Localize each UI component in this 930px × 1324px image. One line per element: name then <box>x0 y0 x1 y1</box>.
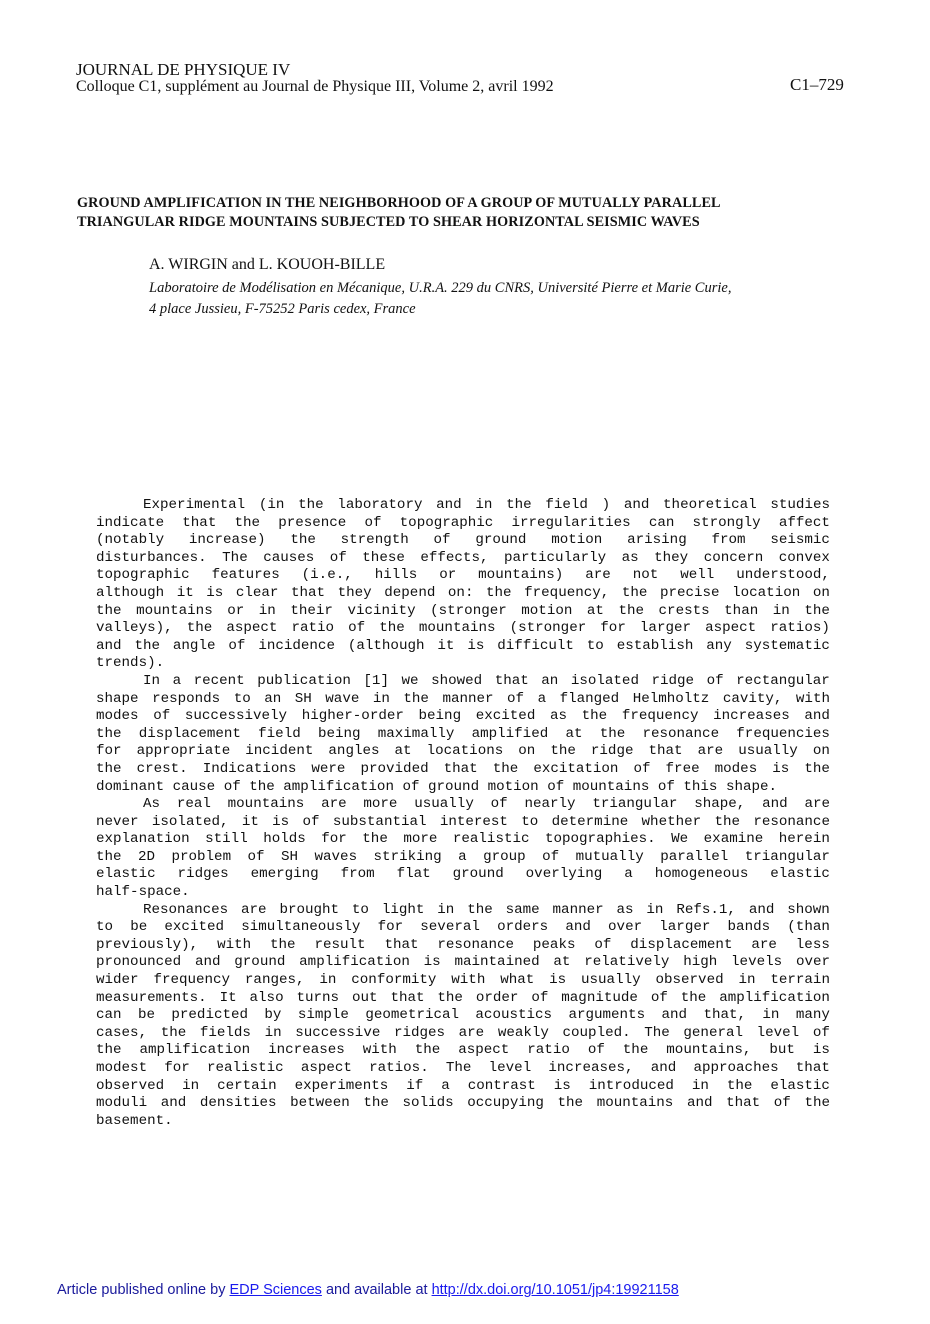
text-line: Experimental (in the laboratory and in the field ) and theoretical studies <box>143 497 830 513</box>
text-line: explanation still holds for the more realistic topographies. We examine herein <box>96 831 830 848</box>
text-line: half-space. <box>96 884 190 901</box>
authors: A. WIRGIN and L. KOUOH-BILLE <box>149 256 386 273</box>
text-line: although it is clear that they depend on: the frequency, the precise location on <box>96 584 830 601</box>
text-line: Resonances are brought to light in the same manner as in Refs.1, and shown <box>143 901 830 918</box>
text-line: the 2D problem of SH waves striking a group of mutually parallel triangular <box>96 848 830 865</box>
text-line: wider frequency ranges, in conformity with what is usually observed in terrain <box>96 972 830 989</box>
text-line: the displacement field being maximally amplified at the resonance frequencies <box>96 725 830 742</box>
text-line: the crest. Indications were provided that the excitation of free modes is the <box>96 760 830 777</box>
text-line: observed in certain experiments if a contrast is introduced in the elastic <box>96 1077 830 1094</box>
affiliation-line-1: Laboratoire de Modélisation en Mécanique, U.R.A. 229 du CNRS, Université Pierre et Marie Curie, <box>149 280 732 296</box>
paper-title <box>77 194 857 232</box>
text-line: basement. <box>96 1112 173 1129</box>
text-line: modest for realistic aspect ratios. The level increases, and approaches that <box>96 1060 830 1076</box>
colloque-info: Colloque C1, supplément au Journal de Physique III, Volume 2, avril 1992 <box>76 78 554 95</box>
text-line: can be predicted by simple geometrical acoustics arguments and that, in many <box>96 1007 830 1024</box>
text-line: shape responds to an SH wave in the manner of a flanged Helmholtz cavity, with <box>96 690 830 707</box>
text-line: the mountains or in their vicinity (stronger motion at the crests than in the <box>96 602 830 619</box>
text-line: cases, the fields in successive ridges are weakly coupled. The general level of <box>96 1024 830 1041</box>
text-line: measurements. It also turns out that the order of magnitude of the amplification <box>96 989 830 1006</box>
publisher-link[interactable]: EDP Sciences <box>229 1282 322 1298</box>
text-line: As real mountains are more usually of nearly triangular shape, and are <box>143 796 830 813</box>
text-line: indicate that the presence of topographic irregularities can strongly affect <box>96 514 830 531</box>
paragraph <box>96 796 830 902</box>
footer-middle: and available at <box>325 1282 428 1298</box>
text-line: trends). <box>96 655 165 672</box>
doi-link[interactable]: http://dx.doi.org/10.1051/jp4:19921158 <box>431 1282 679 1298</box>
text-line: the amplification increases with the aspect ratio of the mountains, but is <box>96 1042 830 1059</box>
journal-name: JOURNAL DE PHYSIQUE IV <box>76 60 291 79</box>
text-line: elastic ridges emerging from flat ground overlying a homogeneous elastic <box>96 866 830 883</box>
text-line: (notably increase) the strength of ground motion arising from seismic <box>96 532 830 549</box>
text-line: to be excited simultaneously for several orders and over larger bands (than <box>96 919 830 936</box>
text-line: In a recent publication [1] we showed that an isolated ridge of rectangular <box>143 672 830 689</box>
text-line: valleys), the aspect ratio of the mountains (stronger for larger aspect ratios) <box>96 620 830 637</box>
paragraph <box>96 902 830 1131</box>
abstract-body <box>96 497 830 1130</box>
text-line: disturbances. The causes of these effects, particularly as they concern convex <box>96 549 830 566</box>
text-line: moduli and densities between the solids occupying the mountains and that of the <box>96 1095 830 1112</box>
text-line: dominant cause of the amplification of ground motion of mountains of this shape. <box>96 778 778 795</box>
affiliation-line-2: 4 place Jussieu, F-75252 Paris cedex, France <box>149 301 416 317</box>
text-line: topographic features (i.e., hills or mountains) are not well understood, <box>96 567 830 584</box>
page-number: C1–729 <box>790 75 844 94</box>
text-line: for appropriate incident angles at locations on the ridge that are usually on <box>96 743 830 760</box>
text-line: previously), with the result that resonance peaks of displacement are less <box>96 936 830 953</box>
paragraph <box>96 497 830 673</box>
paragraph <box>96 673 830 796</box>
publication-footer <box>57 1282 679 1298</box>
text-line: modes of successively higher-order being excited as the frequency increases and <box>96 708 830 725</box>
text-line: never isolated, it is of substantial interest to determine whether the resonance <box>96 813 830 830</box>
text-line: pronounced and ground amplification is maintained at relatively high levels over <box>96 954 830 971</box>
affiliation <box>149 278 849 320</box>
title-line-2: TRIANGULAR RIDGE MOUNTAINS SUBJECTED TO SHEAR HORIZONTAL SEISMIC WAVES <box>77 214 700 230</box>
title-line-1: GROUND AMPLIFICATION IN THE NEIGHBORHOOD OF A GROUP OF MUTUALLY PARALLEL <box>77 195 721 211</box>
text-line: and the angle of incidence (although it is difficult to establish any systematic <box>96 637 830 654</box>
footer-prefix: Article published online by <box>57 1282 226 1298</box>
